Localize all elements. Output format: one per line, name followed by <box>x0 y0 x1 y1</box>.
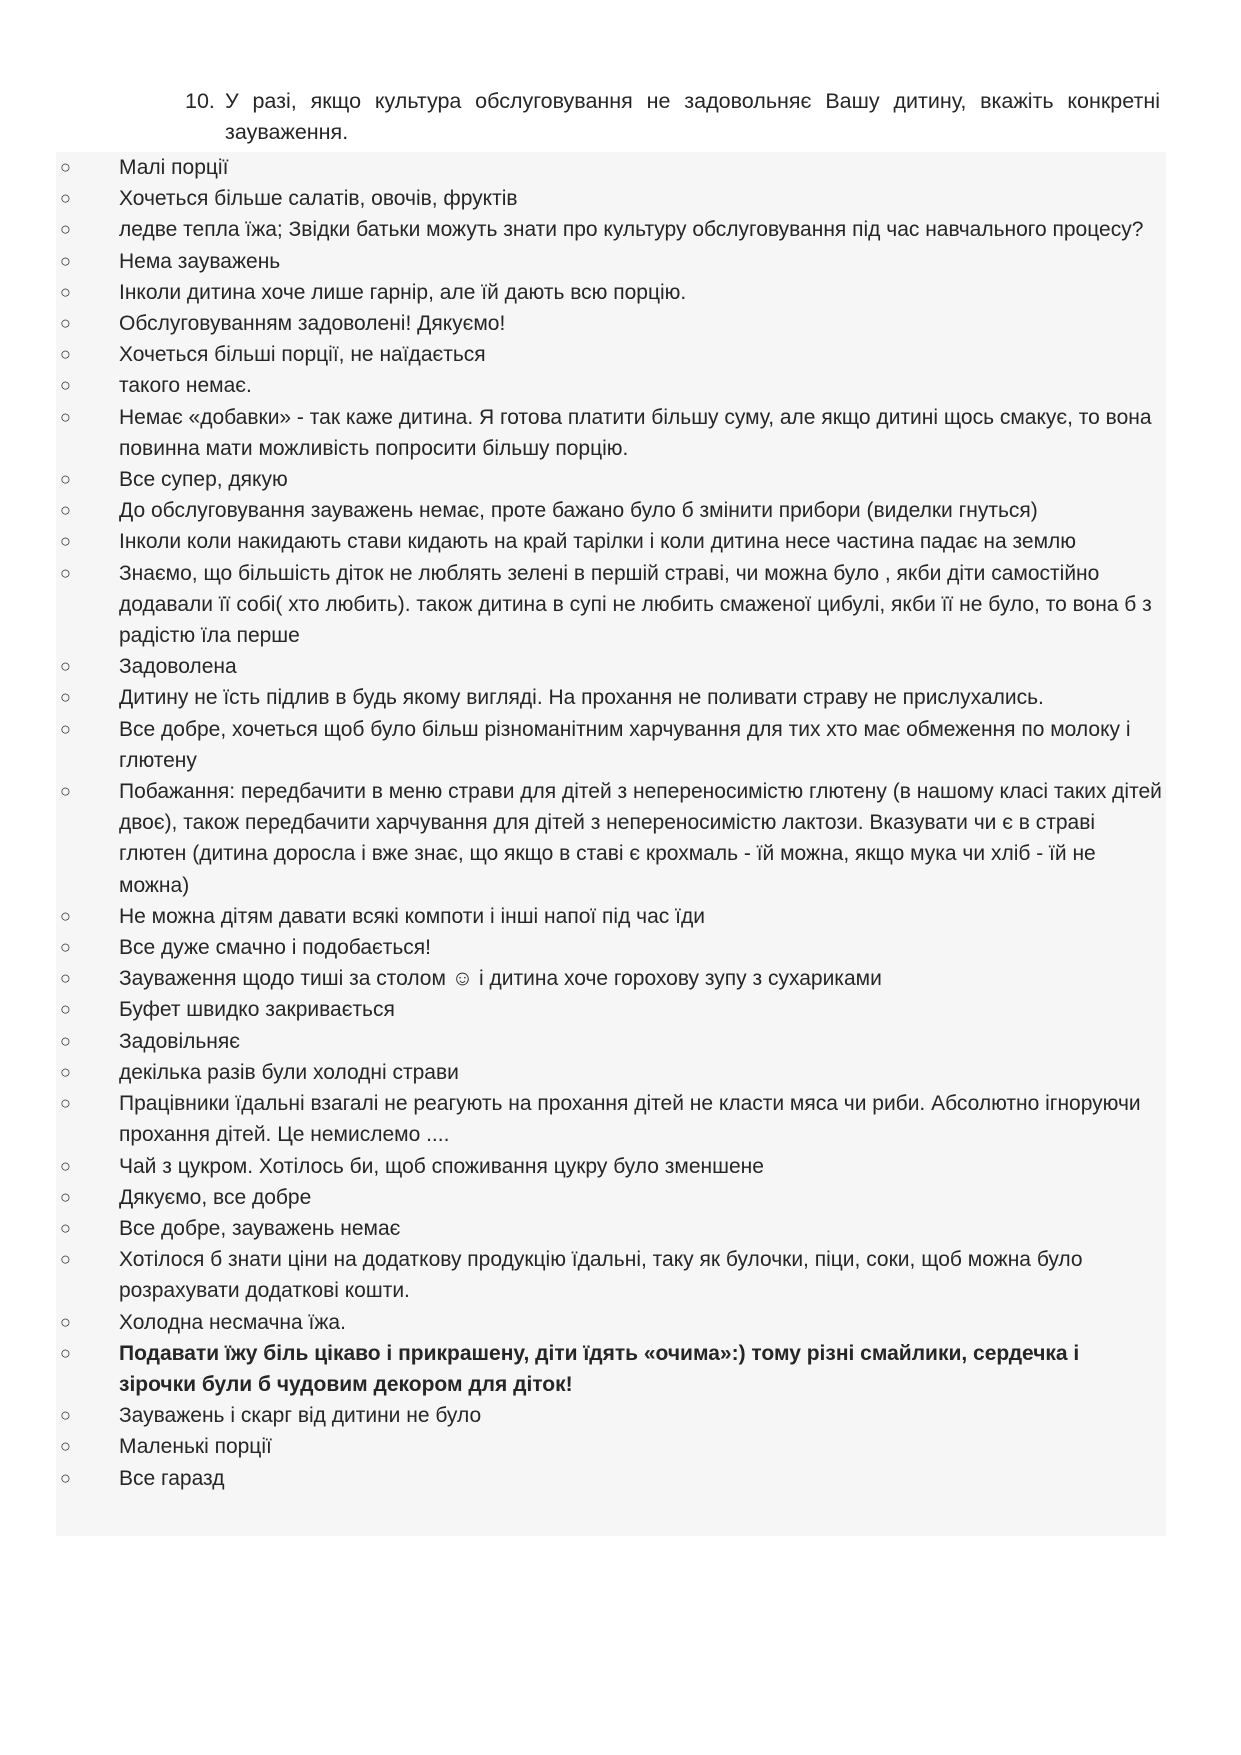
list-item <box>56 651 1166 682</box>
answer-text: Обслуговуванням задоволені! Дякуємо! <box>119 312 506 336</box>
bullet-icon: ○ <box>60 1342 71 1363</box>
list-item <box>56 246 1166 277</box>
list-item <box>56 339 1166 370</box>
list-item <box>56 1151 1166 1182</box>
answer-text: Задоволена <box>119 655 237 679</box>
bullet-icon: ○ <box>60 999 71 1020</box>
answer-text: Дитину не їсть підлив в будь якому вигляді. На прохання не поливати страву не прислухались. <box>119 686 1044 710</box>
list-item <box>56 1400 1166 1431</box>
bullet-icon: ○ <box>60 1155 71 1176</box>
list-item <box>56 308 1166 339</box>
bullet-icon: ○ <box>60 1405 71 1426</box>
list-item <box>56 963 1166 994</box>
answer-text: Все дуже смачно і подобається! <box>119 936 432 960</box>
list-item <box>56 152 1166 183</box>
bullet-icon: ○ <box>60 968 71 989</box>
bullet-icon: ○ <box>60 344 71 365</box>
list-item <box>56 1088 1166 1150</box>
bullet-icon: ○ <box>60 1030 71 1051</box>
answer-text: Інколи коли накидають стави кидають на край тарілки і коли дитина несе частина падає на землю <box>119 530 1077 554</box>
question-number: 10. <box>185 89 215 113</box>
bullet-icon: ○ <box>60 937 71 958</box>
bullet-icon: ○ <box>60 531 71 552</box>
list-item <box>56 277 1166 308</box>
answer-text: Працівники їдальні взагалі не реагують на прохання дітей не класти мяса чи риби. Абсолютно ігноруючи прохання дітей. Це немислемо .... <box>119 1092 1141 1147</box>
bullet-icon: ○ <box>60 157 71 177</box>
question-block <box>185 86 1160 148</box>
list-item <box>56 464 1166 495</box>
bullet-icon: ○ <box>60 687 71 708</box>
list-item <box>56 682 1166 713</box>
list-item <box>56 1338 1166 1400</box>
bullet-icon: ○ <box>60 250 71 271</box>
list-item <box>56 1244 1166 1306</box>
bullet-icon: ○ <box>60 281 71 302</box>
list-item <box>56 1431 1166 1462</box>
answer-text: Немає «добавки» - так каже дитина. Я готова платити більшу суму, але якщо дитині щось смакує, то вона повинна мати можливість попросити більшу порцію. <box>119 405 1152 460</box>
list-item <box>56 901 1166 932</box>
list-item <box>56 495 1166 526</box>
answer-text: Все супер, дякую <box>119 468 288 492</box>
answer-text: Все гаразд <box>119 1466 225 1490</box>
answer-text: Все добре, зауважень немає <box>119 1216 401 1240</box>
bullet-icon: ○ <box>60 781 71 802</box>
answer-text: Нема зауважень <box>119 249 281 273</box>
answer-text: Інколи дитина хоче лише гарнір, але їй дають всю порцію. <box>119 280 687 304</box>
list-item <box>56 994 1166 1025</box>
answer-text: Маленькі порції <box>119 1435 272 1459</box>
list-item <box>56 1026 1166 1057</box>
answer-text: Малі порції <box>119 156 229 179</box>
bullet-icon: ○ <box>60 1217 71 1238</box>
bullet-icon: ○ <box>60 1311 71 1332</box>
bullet-icon: ○ <box>60 1249 71 1270</box>
answer-text: Хотілося б знати ціни на додаткову продукцію їдальні, таку як булочки, піци, соки, щоб можна було розрахувати додаткові кошти. <box>119 1248 1083 1303</box>
list-item <box>56 402 1166 464</box>
answer-text: Не можна дітям давати всякі компоти і інші напої під час їди <box>119 904 705 928</box>
answer-text: Зауваження щодо тиші за столом ☺ і дитина хоче горохову зупу з сухариками <box>119 967 882 991</box>
bullet-icon: ○ <box>60 1436 71 1457</box>
answer-text: Холодна несмачна їжа. <box>119 1310 346 1334</box>
answer-text: Буфет швидко закривається <box>119 998 395 1022</box>
bullet-icon: ○ <box>60 406 71 427</box>
bullet-icon: ○ <box>60 562 71 583</box>
bullet-icon: ○ <box>60 188 71 209</box>
answer-text: декілька разів були холодні страви <box>119 1060 459 1084</box>
answer-text: Задовільняє <box>119 1029 240 1053</box>
bullet-icon: ○ <box>60 1186 71 1207</box>
answers-list <box>56 152 1166 1536</box>
list-item <box>56 558 1166 652</box>
bullet-icon: ○ <box>60 656 71 677</box>
answer-text: Подавати їжу біль цікаво і прикрашену, діти їдять «очима»:) тому різні смайлики, сердечка і зірочки були б чудовим декором для діток! <box>119 1341 1080 1396</box>
list-item <box>56 183 1166 214</box>
answer-text: Побажання: передбачити в меню страви для дітей з непереносимістю глютену (в нашому класі таких дітей двоє), також передбачити харчування для дітей з непереносимістю лактози. Вказувати чи є в страві глютен (дитина доросла і вже знає, що якщо в ставі є крохмаль - їй можна, якщо мука чи хліб - їй не можна) <box>119 780 1162 897</box>
bullet-icon: ○ <box>60 375 71 396</box>
answer-text: Зауважень і скарг від дитини не було <box>119 1404 482 1428</box>
bullet-icon: ○ <box>60 1093 71 1114</box>
answer-text: Хочеться більші порції, не наїдається <box>119 343 486 367</box>
bullet-icon: ○ <box>60 1061 71 1082</box>
bullet-icon: ○ <box>60 500 71 521</box>
list-item <box>56 1057 1166 1088</box>
list-item <box>56 932 1166 963</box>
list-item <box>56 1213 1166 1244</box>
list-item <box>56 370 1166 401</box>
answer-text: ледве тепла їжа; Звідки батьки можуть знати про культуру обслуговування під час навчального процесу? <box>119 218 1144 242</box>
bullet-icon: ○ <box>60 219 71 240</box>
answer-text: Хочеться більше салатів, овочів, фруктів <box>119 187 518 211</box>
list-item <box>56 1463 1166 1494</box>
list-item <box>56 526 1166 557</box>
bullet-icon: ○ <box>60 905 71 926</box>
answer-text: Дякуємо, все добре <box>119 1185 312 1209</box>
answer-text: такого немає. <box>119 374 252 398</box>
question-text: У разі, якщо культура обслуговування не задовольняє Вашу дитину, вкажіть конкретні зауваження. <box>225 89 1160 144</box>
answer-text: Чай з цукром. Хотілось би, щоб споживання цукру було зменшене <box>119 1154 764 1178</box>
list-item <box>56 214 1166 245</box>
bullet-icon: ○ <box>60 313 71 334</box>
bullet-icon: ○ <box>60 718 71 739</box>
bullet-icon: ○ <box>60 1467 71 1488</box>
list-item <box>56 1307 1166 1338</box>
list-item <box>56 714 1166 776</box>
answer-text: До обслуговування зауважень немає, проте бажано було б змінити прибори (виделки гнуться) <box>119 499 1038 523</box>
bullet-icon: ○ <box>60 469 71 490</box>
list-item <box>56 776 1166 901</box>
answer-text: Знаємо, що більшість діток не люблять зелені в першій страві, чи можна було , якби діти самостійно додавали її собі( хто любить). також дитина в супі не любить смаженої цибулі, якби її не було, то вона б з радістю їла перше <box>119 561 1152 648</box>
answer-text: Все добре, хочеться щоб було більш різноманітним харчування для тих хто має обмеження по молоку і глютену <box>119 717 1131 772</box>
list-item <box>56 1182 1166 1213</box>
